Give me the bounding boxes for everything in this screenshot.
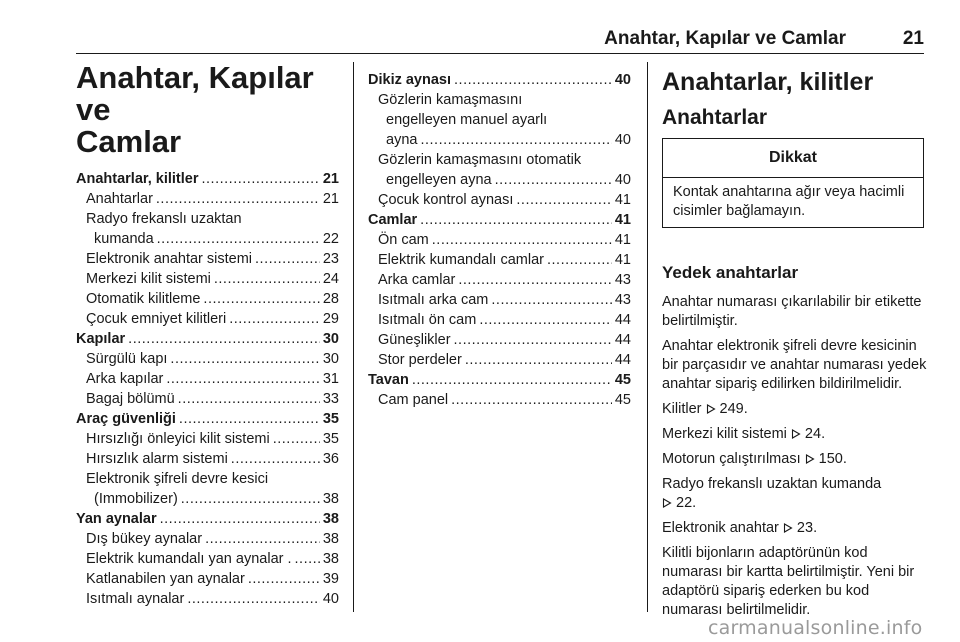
toc-entry-label: Camlar (368, 212, 418, 228)
toc-entry-label: Elektronik anahtar sistemi (86, 251, 253, 267)
toc-entry-leader (160, 509, 320, 529)
page-number: 21 (902, 28, 924, 49)
chapter-title (76, 62, 346, 158)
toc-entry-leader (516, 190, 611, 210)
toc-entry-label: Anahtarlar (86, 191, 153, 207)
toc-entry-leader (451, 390, 612, 410)
toc-entry-page: 43 (614, 292, 631, 308)
toc-entry-leader (273, 429, 320, 449)
toc-entry-page: 38 (322, 551, 339, 567)
cross-reference-text: Elektronik anahtar (662, 520, 783, 536)
toc-entry-label: Anahtarlar, kilitler (76, 171, 199, 187)
toc-entry-label: Gözlerin kamaşmasını otomatik (378, 152, 582, 168)
watermark: carmanualsonline.info (708, 617, 923, 639)
toc-chapter-entry[interactable] (76, 169, 339, 189)
toc-entry-label: Hırsızlığı önleyici kilit sistemi (86, 431, 270, 447)
toc-entry-page: 23 (322, 251, 339, 267)
section-title: Anahtarlar, kilitler (662, 68, 874, 96)
toc-entry-label: Çocuk kontrol aynası (378, 192, 514, 208)
cross-reference[interactable] (662, 425, 932, 444)
toc-chapter-entry[interactable] (368, 70, 631, 90)
column-divider-1 (353, 62, 354, 612)
toc-entry-page: 21 (322, 191, 339, 207)
toc-entry[interactable] (368, 290, 631, 310)
cross-reference-page: 150. (814, 451, 847, 467)
toc-entry-leader (231, 449, 320, 469)
toc-entry-label: Katlanabilen yan aynalar (86, 571, 245, 587)
toc-entry-leader (479, 310, 612, 330)
toc-entry[interactable] (76, 349, 339, 369)
toc-entry-leader (179, 409, 320, 429)
toc-entry[interactable] (76, 569, 339, 589)
toc-entry-label: Elektrik kumandalı yan aynalar . (86, 551, 292, 567)
toc-entry-leader (465, 350, 612, 370)
toc-entry-label: Merkezi kilit sistemi (86, 271, 211, 287)
toc-entry-label: Gözlerin kamaşmasını (378, 92, 523, 108)
toc-entry[interactable] (76, 469, 339, 509)
toc-entry[interactable] (76, 189, 339, 209)
toc-entry-page: 38 (322, 511, 339, 527)
toc-entry-label: Güneşlikler (378, 332, 451, 348)
toc-entry-page: 41 (614, 232, 631, 248)
cross-reference-page: 249. (715, 401, 748, 417)
toc-entry-label: Cam panel (378, 392, 449, 408)
toc-entry-page: 41 (614, 252, 631, 268)
toc-entry-leader (156, 189, 320, 209)
toc-entry-leader (178, 389, 320, 409)
paragraph-closing: Kilitli bijonların adaptörünün kod numarası bir kartta belirtilmiştir. Yeni bir adaptörü sipariş ederken bu kod numarası belirtilmelidir. (662, 545, 915, 618)
arrow-reference-icon (706, 404, 716, 414)
toc-entry-leader (412, 370, 612, 390)
toc-entry-leader (420, 210, 612, 230)
toc-entry-label: Elektronik şifreli devre kesici (86, 471, 269, 487)
toc-entry-page: 45 (614, 392, 631, 408)
header-rule (76, 53, 924, 54)
toc-entry-page: 40 (614, 132, 631, 148)
toc-chapter-entry[interactable] (368, 370, 631, 390)
paragraph: Anahtar elektronik şifreli devre kesicinin bir parçasıdır ve anahtar numarası yedek anahtar sipariş edilirken bildirilmelidir. (662, 338, 927, 392)
arrow-reference-icon (805, 454, 815, 464)
toc-chapter-entry[interactable] (368, 210, 631, 230)
spare-keys-heading: Yedek anahtarlar (662, 263, 799, 282)
toc-entry-leader (432, 230, 612, 250)
caution-text: Kontak anahtarına ağır veya hacimli cisimler bağlamayın. (673, 184, 905, 219)
toc-chapter-entry[interactable] (76, 329, 339, 349)
toc-entry-label: kumanda (94, 231, 154, 247)
toc-entry-label: Isıtmalı arka cam (378, 292, 489, 308)
toc-entry-leader (187, 589, 320, 609)
toc-entry-leader (128, 329, 320, 349)
toc-entry[interactable] (76, 389, 339, 409)
toc-entry-leader (454, 330, 612, 350)
toc-entry-leader (491, 290, 611, 310)
toc-entry[interactable] (368, 150, 631, 190)
toc-entry[interactable] (368, 270, 631, 290)
toc-entry-page: 38 (322, 531, 339, 547)
toc-entry-page: 35 (322, 431, 339, 447)
toc-entry-leader (495, 170, 612, 190)
toc-entry-page: 31 (322, 371, 339, 387)
toc-entry-label: Dikiz aynası (368, 72, 452, 88)
toc-entry-label: Otomatik kilitleme (86, 291, 201, 307)
running-header-title: Anahtar, Kapılar ve Camlar (604, 28, 846, 49)
toc-entry[interactable] (368, 250, 631, 270)
chapter-title-line2: Camlar (76, 124, 182, 159)
arrow-reference-icon (791, 429, 801, 439)
toc-entry-page: 30 (322, 351, 339, 367)
toc-entry-label: engelleyen ayna (386, 172, 492, 188)
section-subtitle: Anahtarlar (662, 106, 768, 129)
cross-reference[interactable] (662, 475, 932, 513)
toc-entry[interactable] (368, 390, 631, 410)
toc-entry-page: 44 (614, 332, 631, 348)
toc-entry-label: Araç güvenliği (76, 411, 176, 427)
arrow-reference-icon (783, 523, 793, 533)
toc-entry[interactable] (76, 589, 339, 609)
toc-entry-page: 24 (322, 271, 339, 287)
toc-entry-page: 21 (322, 171, 339, 187)
toc-entry[interactable] (76, 529, 339, 549)
caution-notice (662, 138, 924, 228)
toc-entry-label: Sürgülü kapı (86, 351, 168, 367)
toc-entry-leader (420, 130, 611, 150)
toc-entry-label: Kapılar (76, 331, 126, 347)
toc-entry-page: 38 (322, 491, 339, 507)
cross-reference[interactable] (662, 519, 932, 538)
toc-entry-leader (214, 269, 320, 289)
toc-entry-label: Radyo frekanslı uzaktan (86, 211, 242, 227)
toc-entry-page: 22 (322, 231, 339, 247)
toc-entry-page: 41 (614, 212, 631, 228)
toc-chapter-entry[interactable] (76, 509, 339, 529)
toc-entry[interactable] (368, 310, 631, 330)
toc-entry-label: Hırsızlık alarm sistemi (86, 451, 228, 467)
cross-reference-text: Motorun çalıştırılması (662, 451, 805, 467)
toc-entry-label: Çocuk emniyet kilitleri (86, 311, 227, 327)
toc-entry-page: 40 (614, 72, 631, 88)
toc-entry-label: ayna (386, 132, 418, 148)
toc-entry-leader (181, 489, 320, 509)
toc-entry-leader (205, 529, 320, 549)
toc-entry-label: Isıtmalı ön cam (378, 312, 477, 328)
cross-reference-text: Radyo frekanslı uzaktan kumanda (662, 476, 882, 492)
toc-entry-page: 41 (614, 192, 631, 208)
toc-entry-page: 40 (322, 591, 339, 607)
toc-entry[interactable] (76, 449, 339, 469)
toc-column-2 (368, 70, 631, 410)
toc-entry-page: 35 (322, 411, 339, 427)
toc-entry-page: 30 (322, 331, 339, 347)
toc-entry-label: Tavan (368, 372, 409, 388)
column-divider-2 (647, 62, 648, 612)
running-header (76, 28, 924, 52)
toc-entry-label: (Immobilizer) (94, 491, 178, 507)
cross-reference-page: 23. (792, 520, 818, 536)
toc-entry[interactable] (76, 209, 339, 249)
cross-reference-page: 22. (672, 495, 697, 511)
toc-entry-page: 33 (322, 391, 339, 407)
toc-entry[interactable] (76, 289, 339, 309)
toc-entry-leader (166, 369, 319, 389)
toc-entry-label: Elektrik kumandalı camlar (378, 252, 544, 268)
toc-entry[interactable] (76, 249, 339, 269)
toc-entry-label: Arka kapılar (86, 371, 164, 387)
cross-reference[interactable] (662, 400, 932, 419)
toc-entry-leader (157, 229, 320, 249)
toc-entry-page: 39 (322, 571, 339, 587)
toc-entry-label: Ön cam (378, 232, 429, 248)
toc-entry-page: 44 (614, 352, 631, 368)
caution-heading: Dikkat (663, 139, 923, 178)
toc-entry[interactable] (368, 230, 631, 250)
toc-entry-leader (202, 169, 320, 189)
toc-column-1 (76, 169, 339, 609)
toc-entry-leader (229, 309, 320, 329)
toc-entry-page: 43 (614, 272, 631, 288)
toc-entry-leader (295, 549, 320, 569)
cross-reference[interactable] (662, 450, 932, 469)
toc-entry-page: 44 (614, 312, 631, 328)
toc-entry-label: engelleyen manuel ayarlı (386, 112, 548, 128)
section-body (662, 293, 932, 626)
toc-entry[interactable] (76, 269, 339, 289)
toc-entry-leader (255, 249, 320, 269)
toc-entry-label: Stor perdeler (378, 352, 462, 368)
cross-reference-text: Kilitler (662, 401, 706, 417)
reference-list (662, 400, 932, 538)
toc-entry-label: Yan aynalar (76, 511, 157, 527)
toc-entry-leader (170, 349, 319, 369)
toc-entry-page: 45 (614, 372, 631, 388)
toc-entry-leader (203, 289, 319, 309)
toc-entry[interactable] (76, 429, 339, 449)
toc-entry-leader (454, 70, 612, 90)
chapter-title-line1: Anahtar, Kapılar ve (76, 60, 314, 127)
toc-entry[interactable] (368, 350, 631, 370)
paragraph: Anahtar numarası çıkarılabilir bir etikette belirtilmiştir. (662, 294, 922, 329)
toc-entry[interactable] (76, 549, 339, 569)
toc-entry-leader (248, 569, 320, 589)
toc-entry-label: Isıtmalı aynalar (86, 591, 185, 607)
toc-entry[interactable] (368, 90, 631, 150)
toc-chapter-entry[interactable] (76, 409, 339, 429)
toc-entry-page: 40 (614, 172, 631, 188)
toc-entry-page: 36 (322, 451, 339, 467)
toc-entry[interactable] (368, 190, 631, 210)
toc-entry-label: Dış bükey aynalar (86, 531, 203, 547)
toc-entry-page: 28 (322, 291, 339, 307)
toc-entry[interactable] (76, 369, 339, 389)
toc-entry-label: Bagaj bölümü (86, 391, 175, 407)
toc-entry[interactable] (76, 309, 339, 329)
toc-entry[interactable] (368, 330, 631, 350)
cross-reference-page: 24. (800, 426, 826, 442)
toc-entry-leader (547, 250, 612, 270)
toc-entry-label: Arka camlar (378, 272, 456, 288)
toc-entry-page: 29 (322, 311, 339, 327)
cross-reference-text: Merkezi kilit sistemi (662, 426, 791, 442)
arrow-reference-icon (662, 498, 672, 508)
toc-entry-leader (458, 270, 612, 290)
